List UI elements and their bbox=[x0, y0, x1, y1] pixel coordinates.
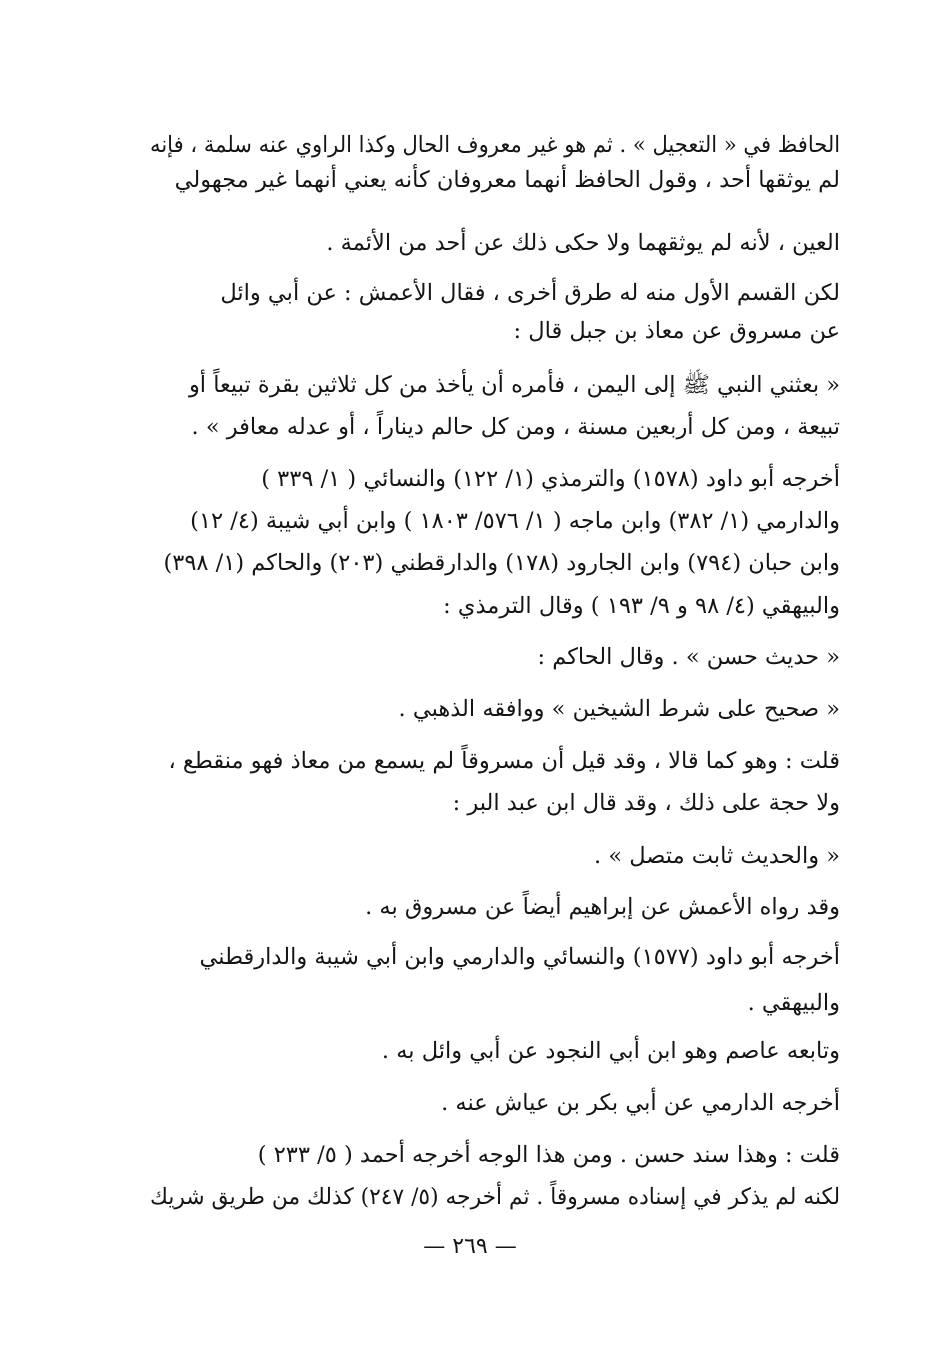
text-line: لم يوثقها أحد ، وقول الحافظ أنهما معروفان كأنه يعني أنهما غير مجهولي bbox=[174, 167, 840, 193]
text-line: أخرجه الدارمي عن أبي بكر بن عياش عنه . bbox=[441, 1090, 840, 1116]
text-line: لكن القسم الأول منه له طرق أخرى ، فقال الأعمش : عن أبي وائل bbox=[220, 280, 840, 306]
text-line: وتابعه عاصم وهو ابن أبي النجود عن أبي وائل به . bbox=[381, 1038, 840, 1064]
text-line: أخرجه أبو داود (١٥٧٧) والنسائي والدارمي وابن أبي شيبة والدارقطني bbox=[199, 944, 840, 970]
text-line: « صحيح على شرط الشيخين » ووافقه الذهبي . bbox=[398, 696, 840, 722]
text-line: العين ، لأنه لم يوثقهما ولا حكى ذلك عن أحد من الأئمة . bbox=[326, 230, 840, 256]
text-line: « بعثني النبي ﷺ إلى اليمن ، فأمره أن يأخذ من كل ثلاثين بقرة تبيعاً أو bbox=[188, 372, 840, 398]
text-line: وقد رواه الأعمش عن إبراهيم أيضاً عن مسروق به . bbox=[365, 894, 840, 920]
text-line: « والحديث ثابت متصل » . bbox=[594, 843, 840, 869]
text-line: والدارمي (١/ ٣٨٢) وابن ماجه ( ١/ ٥٧٦/ ١٨٠٣ ) وابن أبي شيبة (٤/ ١٢) bbox=[190, 508, 840, 534]
page-number: — ٢٦٩ — bbox=[423, 1234, 517, 1259]
text-line: قلت : وهذا سند حسن . ومن هذا الوجه أخرجه أحمد ( ٥/ ٢٣٣ ) bbox=[257, 1142, 840, 1168]
text-line: وابن حبان (٧٩٤) وابن الجارود (١٧٨) والدارقطني (٢٠٣) والحاكم (١/ ٣٩٨) bbox=[163, 550, 840, 576]
text-line: الحافظ في « التعجيل » . ثم هو غير معروف الحال وكذا الراوي عنه سلمة ، فإنه bbox=[149, 132, 840, 158]
text-line: « حديث حسن » . وقال الحاكم : bbox=[537, 644, 840, 670]
text-line: لكنه لم يذكر في إسناده مسروقاً . ثم أخرجه (٥/ ٢٤٧) كذلك من طريق شريك bbox=[149, 1184, 840, 1210]
text-line: أخرجه أبو داود (١٥٧٨) والترمذي (١/ ١٢٢) والنسائي ( ١/ ٣٣٩ ) bbox=[261, 466, 840, 492]
text-line: ولا حجة على ذلك ، وقد قال ابن عبد البر : bbox=[452, 790, 840, 816]
text-line: عن مسروق عن معاذ بن جبل قال : bbox=[513, 318, 840, 344]
text-line: تبيعة ، ومن كل أربعين مسنة ، ومن كل حالم ديناراً ، أو عدله معافر » . bbox=[191, 414, 840, 440]
text-line: والبيهقي . bbox=[747, 990, 840, 1016]
text-line: قلت : وهو كما قالا ، وقد قيل أن مسروقاً لم يسمع من معاذ فهو منقطع ، bbox=[168, 748, 840, 774]
text-line: والبيهقي (٤/ ٩٨ و ٩/ ١٩٣ ) وقال الترمذي : bbox=[443, 593, 840, 619]
